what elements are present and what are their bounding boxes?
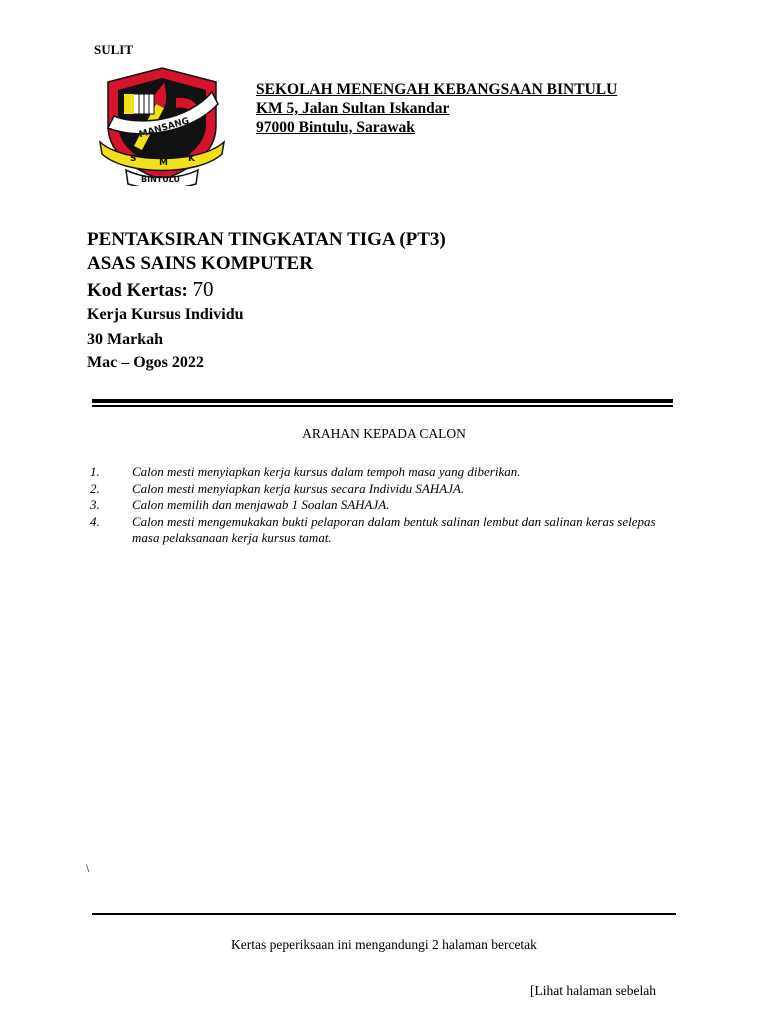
list-item-text: Calon mesti menyiapkan kerja kursus dalam tempoh masa yang diberikan. xyxy=(132,464,521,479)
divider-thick xyxy=(92,399,673,403)
school-address-block xyxy=(256,80,617,137)
list-item xyxy=(90,497,680,514)
school-crest-logo xyxy=(94,64,230,186)
turn-over-note: [Lihat halaman sebelah xyxy=(530,983,656,998)
list-item-text: Calon mesti menyiapkan kerja kursus secara Individu SAHAJA. xyxy=(132,480,465,496)
list-item-number: 2. xyxy=(90,480,100,496)
crest-motto-text: MANSANG xyxy=(137,116,191,141)
crest-letter-k: K xyxy=(188,154,195,164)
crest-letter-m: M xyxy=(159,158,168,168)
paper-code-label: Kod Kertas: xyxy=(87,280,193,301)
instructions-title: ARAHAN KEPADA CALON xyxy=(302,426,466,441)
instructions-list xyxy=(90,464,680,547)
school-name: SEKOLAH MENENGAH KEBANGSAAN BINTULU xyxy=(256,81,618,98)
list-item xyxy=(90,481,680,498)
list-item-text: Calon memilih dan menjawab 1 Soalan SAHAJA. xyxy=(132,497,390,512)
footer-divider xyxy=(92,913,676,915)
divider-thin xyxy=(92,405,673,407)
list-item-number: 3. xyxy=(90,497,100,512)
school-address-line1: KM 5, Jalan Sultan Iskandar xyxy=(256,100,450,117)
exam-period: Mac – Ogos 2022 xyxy=(87,354,204,371)
school-address-line2: 97000 Bintulu, Sarawak xyxy=(256,119,415,136)
crest-letter-s: S xyxy=(130,154,137,164)
list-item-text: Calon mesti mengemukakan bukti pelaporan dalam bentuk salinan lembut dan salinan keras selepas masa pelaksanaan kerja kursus tamat. xyxy=(132,513,656,545)
page-count-note: Kertas peperiksaan ini mengandungi 2 halaman bercetak xyxy=(231,937,537,952)
paper-code-value: 70 xyxy=(192,277,214,301)
exam-title: PENTAKSIRAN TINGKATAN TIGA (PT3) xyxy=(87,229,446,250)
list-item-number: 1. xyxy=(90,464,100,479)
stray-mark: \ xyxy=(86,861,90,875)
crest-place-text: BINTULU xyxy=(141,175,181,184)
paper-code xyxy=(87,277,214,302)
exam-marks: 30 Markah xyxy=(87,331,163,348)
list-item xyxy=(90,514,680,547)
list-item-number: 4. xyxy=(90,513,100,529)
list-item xyxy=(90,464,680,481)
exam-type: Kerja Kursus Individu xyxy=(87,306,244,323)
classification-label: SULIT xyxy=(94,42,134,57)
exam-subject: ASAS SAINS KOMPUTER xyxy=(87,253,313,274)
